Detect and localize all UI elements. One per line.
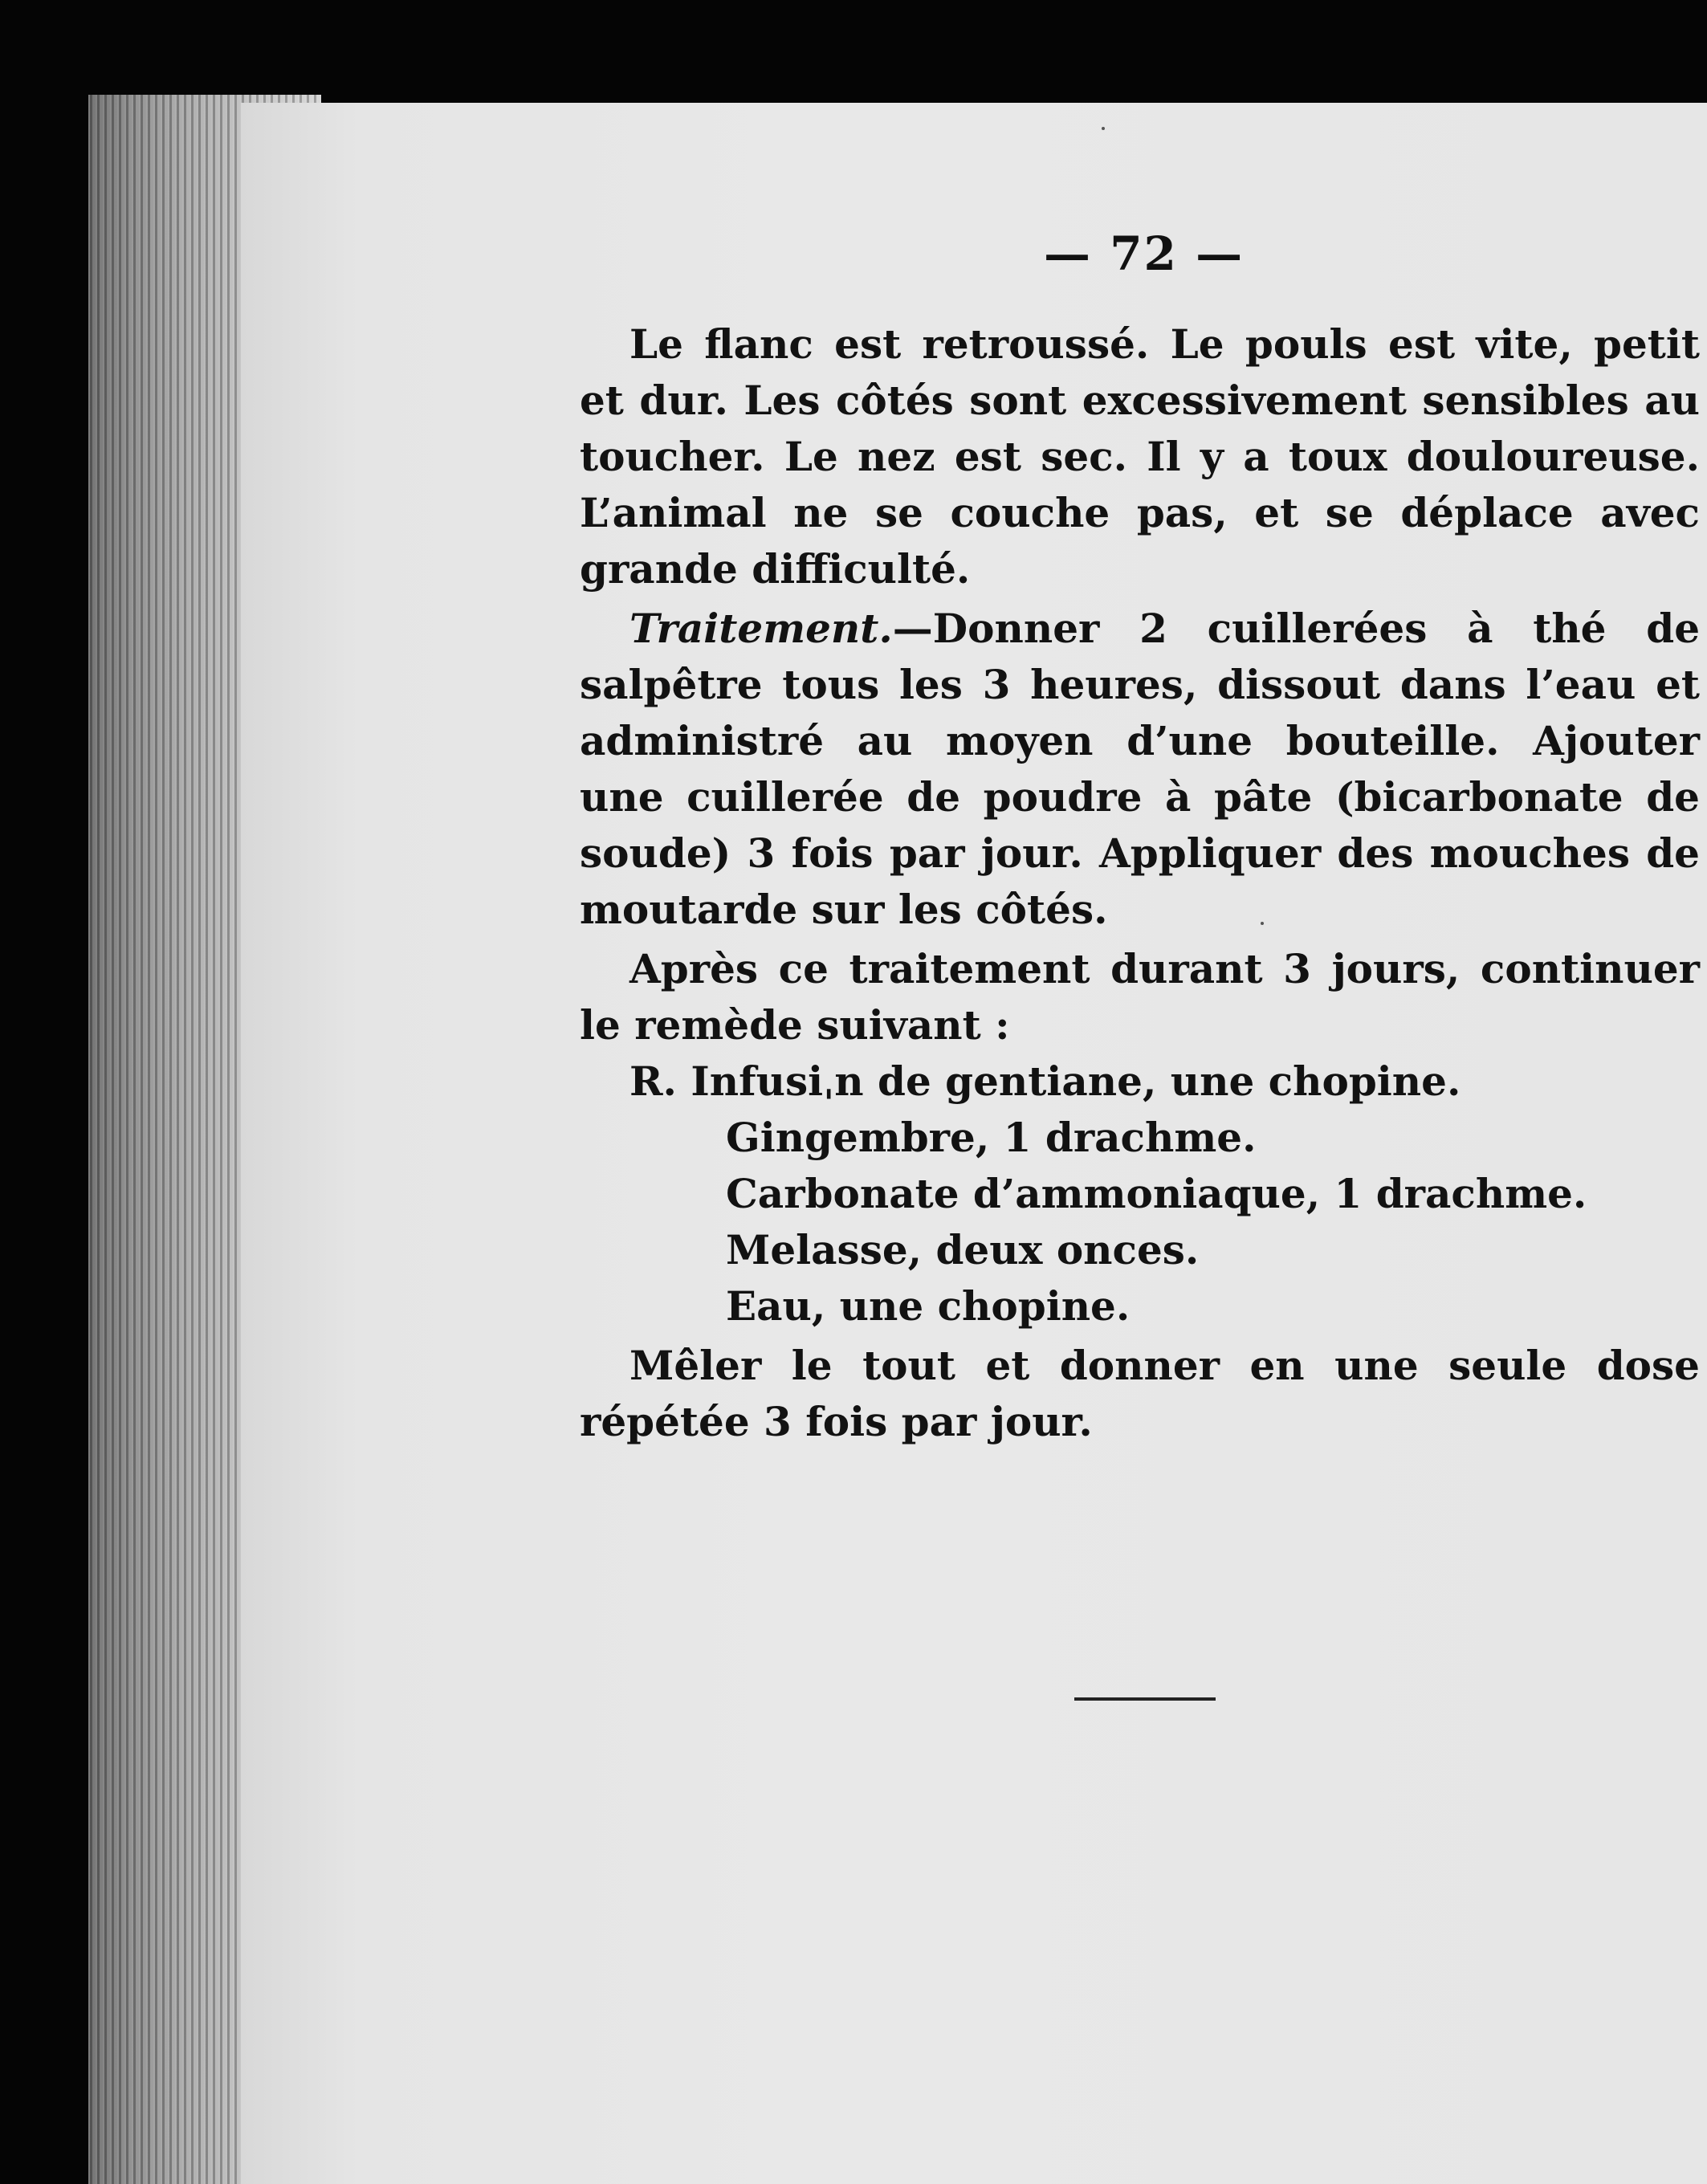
treatment-text: —Donner 2 cuillerées à thé de salpêtre tous les 3 heures, dissout dans l’eau et administré au moyen d’une bouteille. Ajouter une cuillerée de poudre à pâte (bicarbonate de soude) 3 fois par jour. Appliquer des mouches de moutarde sur les côtés. [580,605,1700,933]
dust-speck [1102,127,1105,130]
symptoms-paragraph: Le flanc est retroussé. Le pouls est vite, petit et dur. Les côtés sont excessivement sensibles au toucher. Le nez est sec. Il y a toux douloureuse. L’animal ne se couche pas, et se déplace avec grande difficulté. [580,320,1700,593]
recipe-line: Melasse, deux onces. [726,1226,1200,1273]
page-body [580,316,1700,1450]
closing-paragraph: Mêler le tout et donner en une seule dose répétée 3 fois par jour. [580,1342,1700,1445]
treatment-heading: Traitement. [629,605,893,652]
end-rule [1074,1697,1216,1701]
recipe-list [580,1053,1700,1334]
followup-paragraph: Après ce traitement durant 3 jours, continuer le remède suivant : [580,945,1700,1049]
recipe-line: Gingembre, 1 drachme. [726,1114,1257,1161]
page-number: — 72 — [1044,226,1245,281]
recipe-line: R. Infusiˌn de gentiane, une chopine. [629,1057,1461,1105]
dust-speck [1261,922,1264,925]
recipe-line: Carbonate d’ammoniaque, 1 drachme. [726,1170,1587,1217]
recipe-line: Eau, une chopine. [726,1282,1131,1330]
treatment-paragraph [580,601,1700,938]
